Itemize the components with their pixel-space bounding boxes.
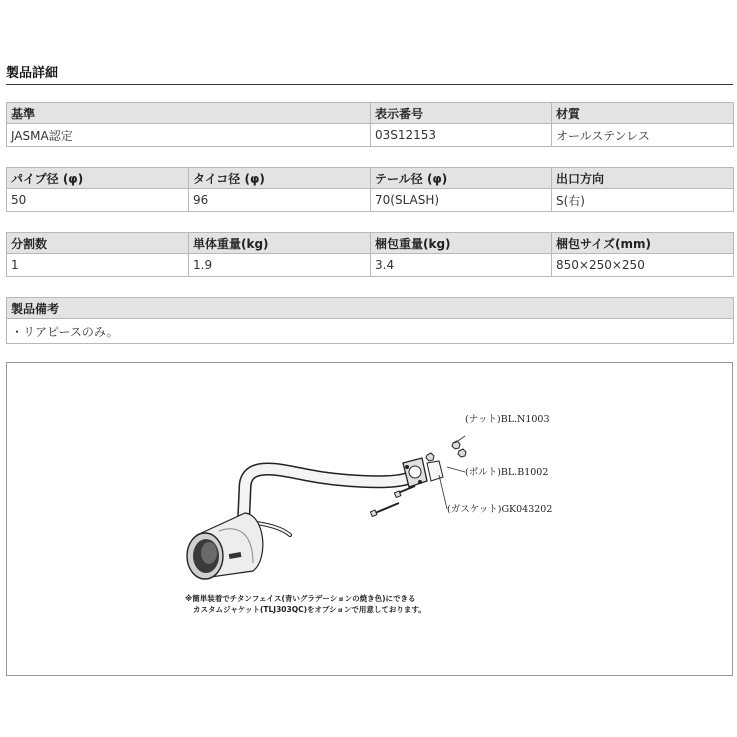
exhaust-illustration bbox=[7, 363, 732, 675]
header-cell: 分割数 bbox=[7, 233, 189, 254]
table-row bbox=[7, 254, 734, 277]
header-cell: 基準 bbox=[7, 103, 371, 124]
value-cell: S(右) bbox=[552, 189, 734, 212]
header-cell: タイコ径 (φ) bbox=[189, 168, 371, 189]
value-cell: 50 bbox=[7, 189, 189, 212]
header-cell: 出口方向 bbox=[552, 168, 734, 189]
header-cell: パイプ径 (φ) bbox=[7, 168, 189, 189]
table-header-row bbox=[7, 298, 734, 319]
option-note-line1: ※簡単装着でチタンフェイス(青いグラデーションの焼き色)にできる bbox=[185, 594, 416, 603]
spec-table-standard bbox=[6, 102, 734, 147]
spec-table-remarks bbox=[6, 297, 734, 344]
title-divider bbox=[6, 84, 733, 85]
value-cell: 03S12153 bbox=[371, 124, 552, 147]
header-cell: 梱包サイズ(mm) bbox=[552, 233, 734, 254]
table-row bbox=[7, 189, 734, 212]
section-title: 製品詳細 bbox=[6, 66, 59, 81]
callout-bolt: (ボルト)BL.B1002 bbox=[465, 467, 549, 478]
gasket bbox=[427, 461, 443, 481]
value-cell: 96 bbox=[189, 189, 371, 212]
spec-table-weight bbox=[6, 232, 734, 277]
table-header-row bbox=[7, 233, 734, 254]
tail-tip bbox=[187, 533, 223, 579]
header-cell: テール径 (φ) bbox=[371, 168, 552, 189]
value-cell: 850×250×250 bbox=[552, 254, 734, 277]
callout-gasket: (ガスケット)GK043202 bbox=[447, 504, 553, 515]
header-cell: 材質 bbox=[552, 103, 734, 124]
table-row bbox=[7, 124, 734, 147]
value-cell: オールステンレス bbox=[552, 124, 734, 147]
spec-table-dimensions bbox=[6, 167, 734, 212]
table-header-row bbox=[7, 168, 734, 189]
callout-nut: (ナット)BL.N1003 bbox=[465, 414, 550, 425]
header-cell: 表示番号 bbox=[371, 103, 552, 124]
value-cell: JASMA認定 bbox=[7, 124, 371, 147]
header-cell: 梱包重量(kg) bbox=[371, 233, 552, 254]
value-cell: 1 bbox=[7, 254, 189, 277]
nuts bbox=[426, 441, 466, 461]
header-cell: 製品備考 bbox=[7, 298, 734, 319]
value-cell: 70(SLASH) bbox=[371, 189, 552, 212]
table-header-row bbox=[7, 103, 734, 124]
value-cell: 1.9 bbox=[189, 254, 371, 277]
header-cell: 単体重量(kg) bbox=[189, 233, 371, 254]
product-diagram bbox=[6, 362, 733, 676]
value-cell: 3.4 bbox=[371, 254, 552, 277]
option-note-line2: カスタムジャケット(TLJ303QC)をオプションで用意しております。 bbox=[193, 605, 426, 614]
value-cell: ・リアピースのみ。 bbox=[7, 319, 734, 344]
bolts bbox=[370, 486, 415, 517]
table-row bbox=[7, 319, 734, 344]
